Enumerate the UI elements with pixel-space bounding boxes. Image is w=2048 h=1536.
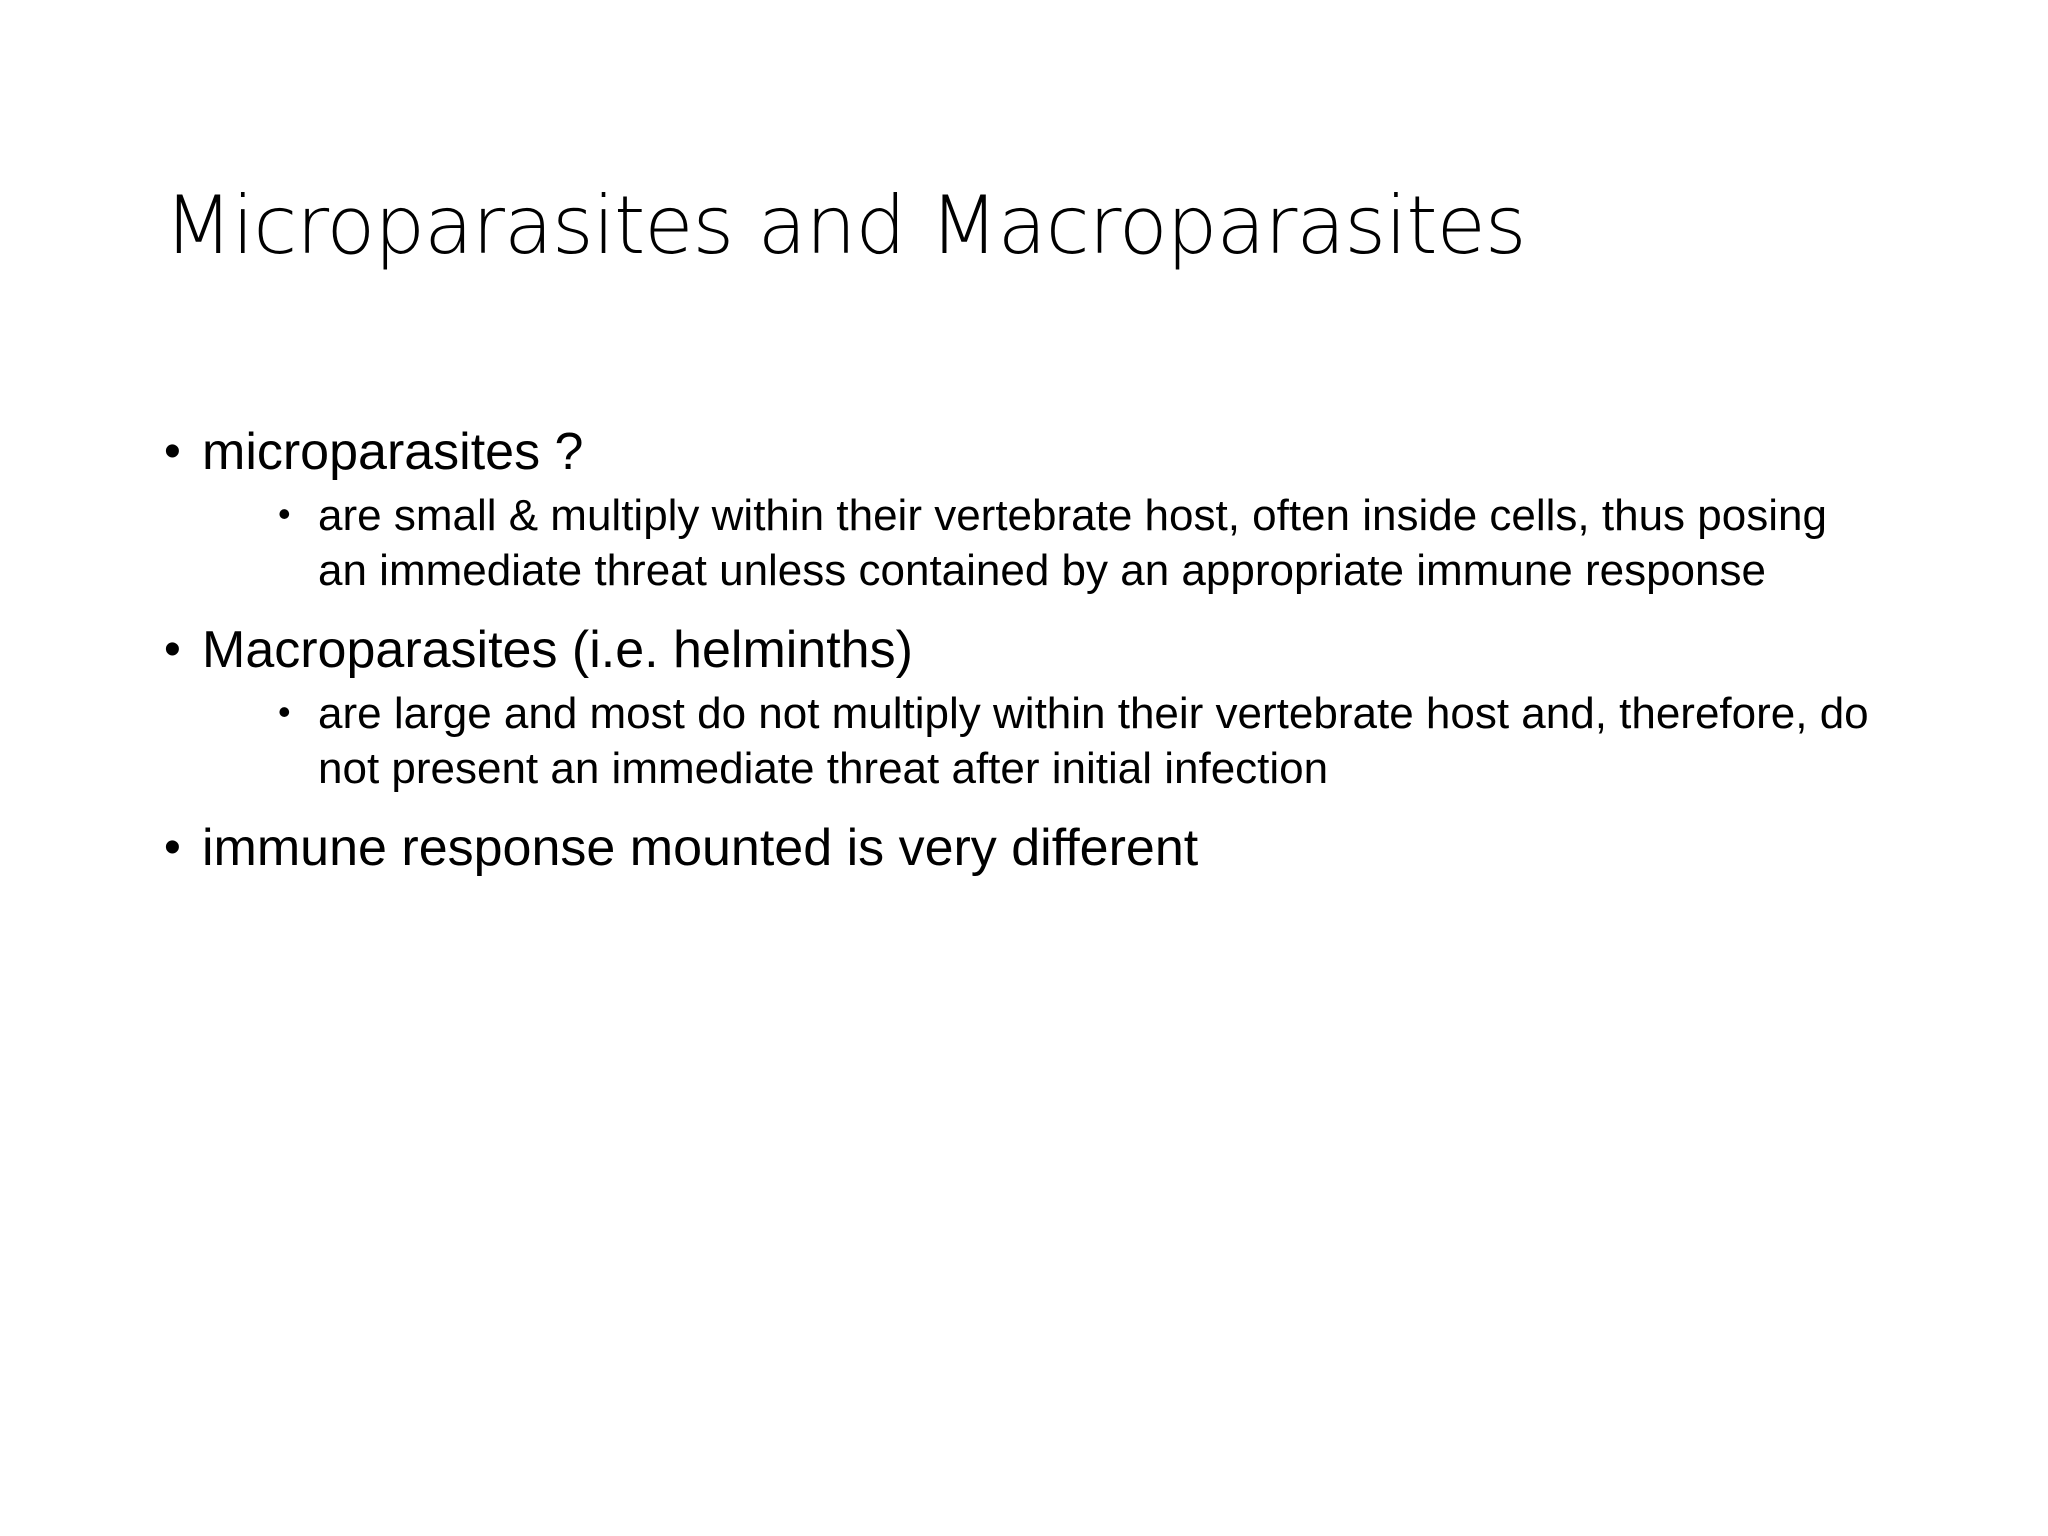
bullet-text: microparasites ? [202, 423, 584, 481]
bullet-icon: • [164, 425, 181, 478]
slide-title: Microparasites and Macroparasites [164, 179, 1526, 272]
subbullet-text: are large and most do not multiply within their vertebrate host and, therefore, do not present an immediate threat after initial infection [318, 689, 1869, 793]
subbullet-list [202, 488, 1884, 598]
subbullet-icon: • [278, 691, 291, 732]
subbullet-item [278, 488, 1884, 598]
subbullet-icon: • [278, 493, 291, 534]
bullet-item-macroparasites [164, 618, 1884, 796]
bullet-item-immune-response [164, 816, 1884, 880]
bullet-list [164, 420, 1884, 880]
bullet-icon: • [164, 821, 181, 874]
subbullet-list [202, 686, 1884, 796]
bullet-text: Macroparasites (i.e. helminths) [202, 621, 913, 679]
subbullet-item [278, 686, 1884, 796]
bullet-item-microparasites [164, 420, 1884, 598]
subbullet-text: are small & multiply within their vertebrate host, often inside cells, thus posing an immediate threat unless contained by an appropriate immune response [318, 491, 1827, 595]
bullet-icon: • [164, 623, 181, 676]
bullet-text: immune response mounted is very different [202, 819, 1199, 877]
